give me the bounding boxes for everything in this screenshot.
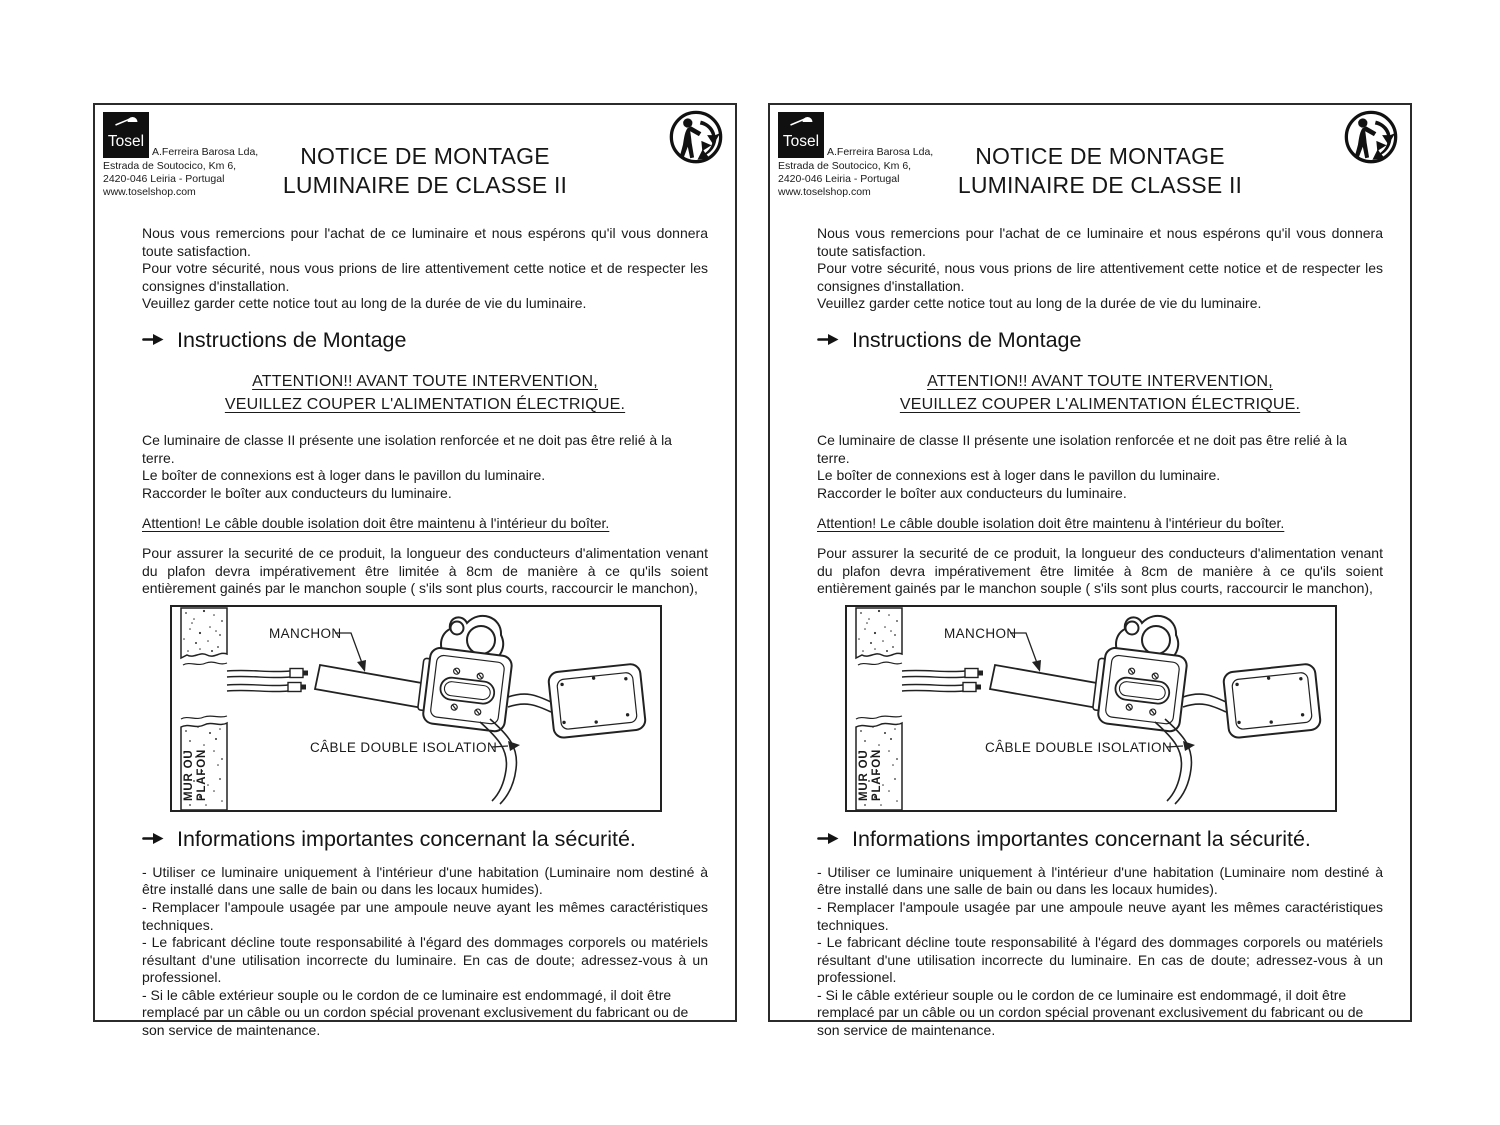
sleeve-note: Pour assurer la securité de ce produit, la longueur des conducteurs d'alimentation venant du plafon devra impérativement être limitée à 8cm de manière à ce qu'ils soient entièrement gainés par le manchon souple ( s'ils sont plus courts, raccourcir le manchon),	[817, 544, 1383, 597]
installation-diagram	[845, 605, 1337, 812]
safety-bullet: - Si le câble extérieur souple ou le cordon de ce luminaire est endommagé, il doit être remplacé par un câble ou un cordon spécial provenant exclusivement du fabricant ou de son service de maintenance.	[142, 986, 689, 1039]
safety-bullets	[142, 864, 708, 1040]
box-lid-icon	[1223, 663, 1321, 738]
safety-bullet: - Le fabricant décline toute responsabilité à l'égard des dommages corporels ou matériels résultant d'une utilisation incorrecte du luminaire. En cas de doute; adressez-vous à un professionel.	[817, 934, 1383, 986]
cable-warning: Attention! Le câble double isolation doit être maintenu à l'intérieur du boîter.	[142, 515, 610, 532]
title-line-2: LUMINAIRE DE CLASSE II	[957, 171, 1243, 198]
title-line-1: NOTICE DE MONTAGE	[300, 143, 550, 169]
page-content	[142, 225, 708, 1040]
page-content	[817, 225, 1383, 1040]
tosel-logo	[778, 112, 824, 158]
website-text: www.toselshop.com	[778, 186, 871, 198]
safety-bullet: - Si le câble extérieur souple ou le cordon de ce luminaire est endommagé, il doit être remplacé par un câble ou un cordon spécial provenant exclusivement du fabricant ou de son service de maintenance.	[817, 986, 1364, 1039]
section-heading-label: Informations importantes concernant la sécurité.	[177, 826, 636, 851]
installation-diagram	[170, 605, 662, 812]
document-title	[850, 142, 1350, 199]
section-heading-montage	[142, 327, 708, 353]
sleeve-note: Pour assurer la securité de ce produit, la longueur des conducteurs d'alimentation venant du plafon devra impérativement être limitée à 8cm de manière à ce qu'ils soient entièrement gainés par le manchon souple ( s'ils sont plus courts, raccourcir le manchon),	[142, 544, 708, 597]
section-heading-securite	[817, 826, 1383, 852]
arrow-bullet-icon	[142, 333, 164, 346]
cable-warning: Attention! Le câble double isolation doit être maintenu à l'intérieur du boîter.	[817, 515, 1285, 532]
wall-label-line-2: PLAFON	[871, 748, 883, 801]
warning-line-2: VEUILLEZ COUPER L'ALIMENTATION ÉLECTRIQUE.	[224, 396, 626, 414]
wall-label-line-1: MUR OU	[858, 749, 870, 801]
junction-box-icon	[416, 646, 513, 732]
address-line: Estrada de Soutocico, Km 6,	[778, 160, 912, 172]
attention-warning	[817, 370, 1383, 417]
warning-line-1: ATTENTION!! AVANT TOUTE INTERVENTION,	[252, 372, 598, 390]
junction-box-icon	[1091, 646, 1188, 732]
wall-label-line-2: PLAFON	[196, 748, 208, 801]
safety-bullet: - Utiliser ce luminaire uniquement à l'intérieur d'une habitation (Luminaire nom destiné à être installé dans une salle de bain ou dans les locaux humides).	[817, 863, 1383, 898]
arrow-bullet-icon	[817, 333, 839, 346]
safety-bullet: - Remplacer l'ampoule usagée par une ampoule neuve ayant les mêmes caractéristiques techniques.	[817, 898, 1383, 933]
attention-warning	[142, 370, 708, 417]
warning-line-1: ATTENTION!! AVANT TOUTE INTERVENTION,	[927, 372, 1273, 390]
address-line: 2420-046 Leiria - Portugal	[778, 173, 900, 185]
arrow-bullet-icon	[817, 832, 839, 845]
document-title	[175, 142, 675, 199]
info-line: Le boîter de connexions est à loger dans le pavillon du luminaire.	[142, 467, 546, 484]
notice-page	[93, 103, 737, 1039]
safety-bullet: - Utiliser ce luminaire uniquement à l'intérieur d'une habitation (Luminaire nom destiné à être installé dans une salle de bain ou dans les locaux humides).	[142, 863, 708, 898]
info-line: Le boîter de connexions est à loger dans le pavillon du luminaire.	[817, 467, 1221, 484]
diagram-label-manchon: MANCHON	[944, 625, 1017, 641]
safety-bullet: - Le fabricant décline toute responsabilité à l'égard des dommages corporels ou matériels résultant d'une utilisation incorrecte du luminaire. En cas de doute; adressez-vous à un professionel.	[142, 934, 708, 986]
section-heading-label: Informations importantes concernant la sécurité.	[852, 826, 1311, 851]
wall-label-line-1: MUR OU	[183, 749, 195, 801]
tosel-logo-icon	[103, 112, 149, 158]
address-line: Estrada de Soutocico, Km 6,	[103, 160, 237, 172]
intro-paragraphs	[817, 225, 1383, 313]
arrow-bullet-icon	[142, 832, 164, 845]
info-line: Raccorder le boîter aux conducteurs du luminaire.	[142, 484, 452, 501]
title-line-2: LUMINAIRE DE CLASSE II	[282, 171, 568, 198]
section-heading-securite	[142, 826, 708, 852]
logo-brand-text: Tosel	[107, 133, 145, 150]
section-heading-label: Instructions de Montage	[177, 327, 407, 352]
info-line: Raccorder le boîter aux conducteurs du luminaire.	[817, 484, 1127, 501]
box-lid-icon	[548, 663, 646, 738]
notice-page-copy	[768, 103, 1412, 1039]
intro-paragraph: Pour votre sécurité, nous vous prions de lire attentivement cette notice et de respecter les consignes d'installation.	[142, 260, 708, 294]
safety-bullet: - Remplacer l'ampoule usagée par une ampoule neuve ayant les mêmes caractéristiques techniques.	[142, 898, 708, 933]
tosel-logo	[103, 112, 149, 158]
triman-recycling-icon	[1341, 109, 1401, 167]
company-name: A.Ferreira Barosa Lda,	[152, 146, 259, 158]
website-text: www.toselshop.com	[103, 186, 196, 198]
logo-brand-text: Tosel	[782, 133, 820, 150]
class2-info	[817, 432, 1383, 502]
class2-info	[142, 432, 708, 502]
intro-paragraphs	[142, 225, 708, 313]
company-name: A.Ferreira Barosa Lda,	[827, 146, 934, 158]
section-heading-montage	[817, 327, 1383, 353]
title-line-1: NOTICE DE MONTAGE	[975, 143, 1225, 169]
intro-paragraph: Veuillez garder cette notice tout au long de la durée de vie du luminaire.	[142, 295, 587, 312]
intro-paragraph: Pour votre sécurité, nous vous prions de lire attentivement cette notice et de respecter les consignes d'installation.	[817, 260, 1383, 294]
safety-bullets	[817, 864, 1383, 1040]
tosel-logo-icon	[778, 112, 824, 158]
intro-paragraph: Nous vous remercions pour l'achat de ce luminaire et nous espérons qu'il vous donnera toute satisfaction.	[142, 225, 708, 259]
intro-paragraph: Nous vous remercions pour l'achat de ce luminaire et nous espérons qu'il vous donnera toute satisfaction.	[817, 225, 1383, 259]
diagram-label-manchon: MANCHON	[269, 625, 342, 641]
diagram-label-cable: CÂBLE DOUBLE ISOLATION	[985, 739, 1173, 755]
address-line: 2420-046 Leiria - Portugal	[103, 173, 225, 185]
diagram-label-cable: CÂBLE DOUBLE ISOLATION	[310, 739, 498, 755]
info-line: Ce luminaire de classe II présente une isolation renforcée et ne doit pas être relié à la terre.	[817, 431, 1347, 466]
triman-recycling-icon	[666, 109, 726, 167]
intro-paragraph: Veuillez garder cette notice tout au long de la durée de vie du luminaire.	[817, 295, 1262, 312]
warning-line-2: VEUILLEZ COUPER L'ALIMENTATION ÉLECTRIQUE.	[899, 396, 1301, 414]
info-line: Ce luminaire de classe II présente une isolation renforcée et ne doit pas être relié à la terre.	[142, 431, 672, 466]
section-heading-label: Instructions de Montage	[852, 327, 1082, 352]
